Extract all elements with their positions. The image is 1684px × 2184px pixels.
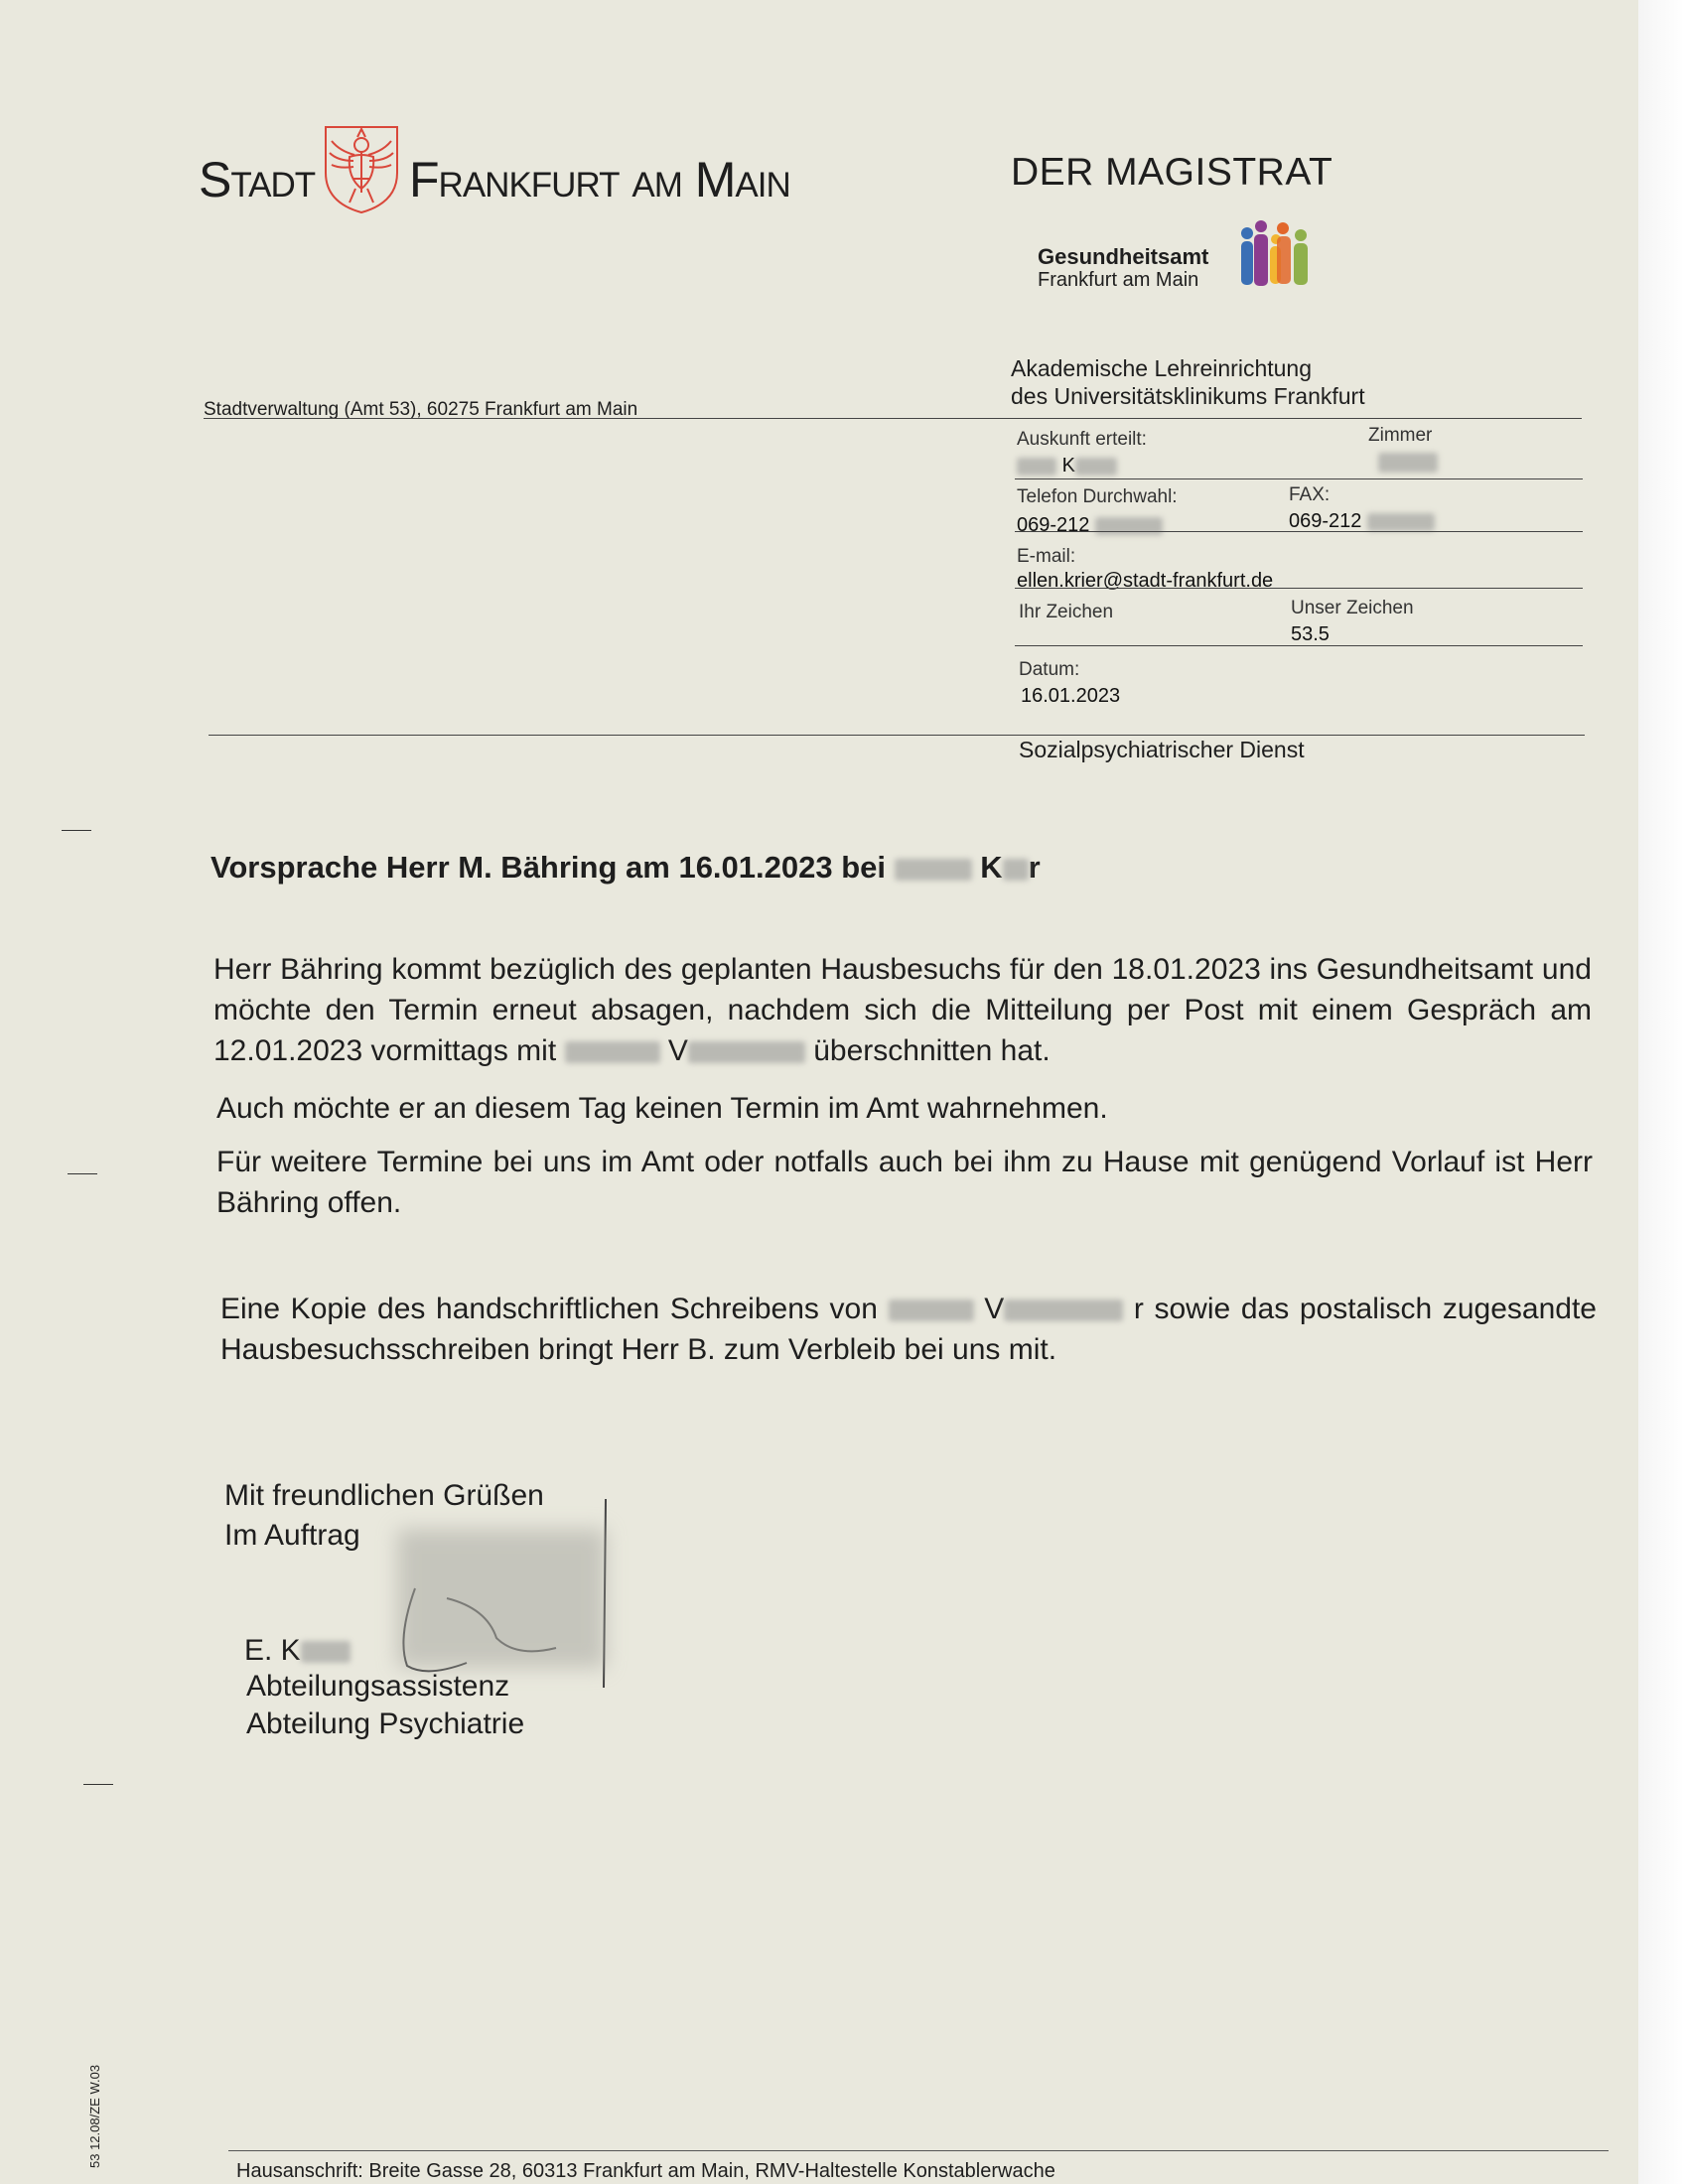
signer-initial: E. K (244, 1634, 301, 1667)
p4-text-c: r sowie das postalisch zugesandte Hausbesuchsschreiben bringt Herr B. zum Verbleib bei uns mit. (220, 1293, 1597, 1366)
auskunft-initial: K (1061, 455, 1075, 477)
scan-edge (1638, 0, 1684, 2184)
signer-name (244, 1634, 351, 1668)
email-label: E-mail: (1017, 546, 1076, 567)
city-stadt: Stadt (199, 152, 316, 207)
paragraph-1 (213, 949, 1592, 1071)
unser-zeichen-value: 53.5 (1291, 623, 1330, 645)
footer-divider (228, 2150, 1609, 2151)
email-value[interactable]: ellen.krier@stadt-frankfurt.de (1017, 570, 1274, 592)
redacted-subject-name (895, 859, 972, 881)
magistrat-title: DER MAGISTRAT (1011, 151, 1333, 194)
p1-text-c: überschnitten hat. (813, 1034, 1051, 1067)
signer-role-1: Abteilungsassistenz (246, 1670, 510, 1703)
unser-zeichen-label: Unser Zeichen (1291, 598, 1414, 618)
p1-initial: V (667, 1034, 688, 1067)
fax-prefix: 069-212 (1289, 510, 1362, 532)
fold-mark-top (62, 830, 91, 831)
zimmer-value (1378, 453, 1438, 473)
akademisch-line2: des Universitätsklinikums Frankfurt (1011, 383, 1365, 409)
form-code: 53 12.08/ZE W.03 (87, 2064, 102, 2168)
subject-end: r (1028, 850, 1041, 885)
city-name-right (409, 151, 790, 208)
fold-mark-bottom (83, 1784, 113, 1785)
akademisch-line1: Akademische Lehreinrichtung (1011, 355, 1313, 381)
subject-prefix: Vorsprache Herr M. Bähring am 16.01.2023 bei (210, 850, 887, 885)
gesundheitsamt-subtitle: Frankfurt am Main (1038, 269, 1199, 291)
info-line-3 (1015, 588, 1583, 589)
header-divider (204, 418, 1582, 419)
city-frankfurt: Frankfurt am Main (409, 152, 790, 207)
auskunft-value (1017, 455, 1117, 478)
signature (367, 1489, 635, 1688)
sender-return-address: Stadtverwaltung (Amt 53), 60275 Frankfurt am Main (204, 399, 638, 420)
redacted-telefon (1095, 517, 1163, 535)
redacted-p4-name (889, 1299, 974, 1321)
family-logo-icon (1231, 218, 1321, 290)
info-line-4 (1015, 645, 1583, 646)
city-name-left (199, 151, 315, 208)
p4-text-a: Eine Kopie des handschriftlichen Schreibens von (220, 1293, 878, 1325)
telefon-value (1017, 514, 1163, 537)
redacted-p4-surname (1004, 1299, 1123, 1321)
redacted-p1-surname (688, 1041, 805, 1063)
paragraph-3: Für weitere Termine bei uns im Amt oder notfalls auch bei ihm zu Hause mit genügend Vorlauf ist Herr Bähring offen. (216, 1146, 1593, 1219)
fax-label: FAX: (1289, 484, 1331, 505)
redacted-subject-surname (1003, 859, 1029, 881)
paragraph-4 (220, 1289, 1597, 1370)
fax-value (1289, 510, 1435, 533)
ihr-zeichen-label: Ihr Zeichen (1019, 602, 1114, 622)
datum-value: 16.01.2023 (1021, 685, 1121, 707)
redacted-last-name (1075, 458, 1117, 476)
p4-initial: V (984, 1293, 1005, 1325)
p1-text-a: Herr Bähring kommt bezüglich des geplanten Hausbesuchs für den 18.01.2023 ins Gesundheitsamt und möchte den Termin erneut absagen, nachdem sich die Mitteilung per Post mit einem Gespräch am 12.01.2023 vormittags mit (213, 953, 1592, 1067)
punch-mark (68, 1173, 97, 1174)
greeting: Mit freundlichen Grüßen (224, 1479, 544, 1512)
signer-role-2: Abteilung Psychiatrie (246, 1707, 525, 1740)
redacted-p1-name (565, 1041, 660, 1063)
subject-initial: K (980, 850, 1003, 885)
gesundheitsamt-title: Gesundheitsamt (1038, 244, 1209, 269)
zimmer-label: Zimmer (1368, 425, 1433, 446)
datum-label: Datum: (1019, 659, 1080, 680)
dienst-label: Sozialpsychiatrischer Dienst (1019, 737, 1305, 762)
redacted-first-name (1017, 458, 1056, 476)
info-line-1 (1015, 478, 1583, 479)
footer-address: Hausanschrift: Breite Gasse 28, 60313 Frankfurt am Main, RMV-Haltestelle Konstablerwache (236, 2160, 1055, 2182)
info-line-2 (1015, 531, 1583, 532)
im-auftrag: Im Auftrag (224, 1519, 360, 1552)
redacted-signer-surname (301, 1641, 351, 1663)
redacted-fax (1367, 513, 1435, 531)
redacted-signature (397, 1529, 606, 1668)
address-divider (209, 735, 1585, 736)
paragraph-2: Auch möchte er an diesem Tag keinen Termin im Amt wahrnehmen. (216, 1092, 1108, 1125)
telefon-prefix: 069-212 (1017, 514, 1090, 536)
redacted-room (1378, 453, 1438, 473)
subject-line (210, 850, 1041, 886)
auskunft-label: Auskunft erteilt: (1017, 429, 1147, 450)
coat-of-arms-icon (320, 123, 403, 214)
telefon-label: Telefon Durchwahl: (1017, 486, 1178, 507)
